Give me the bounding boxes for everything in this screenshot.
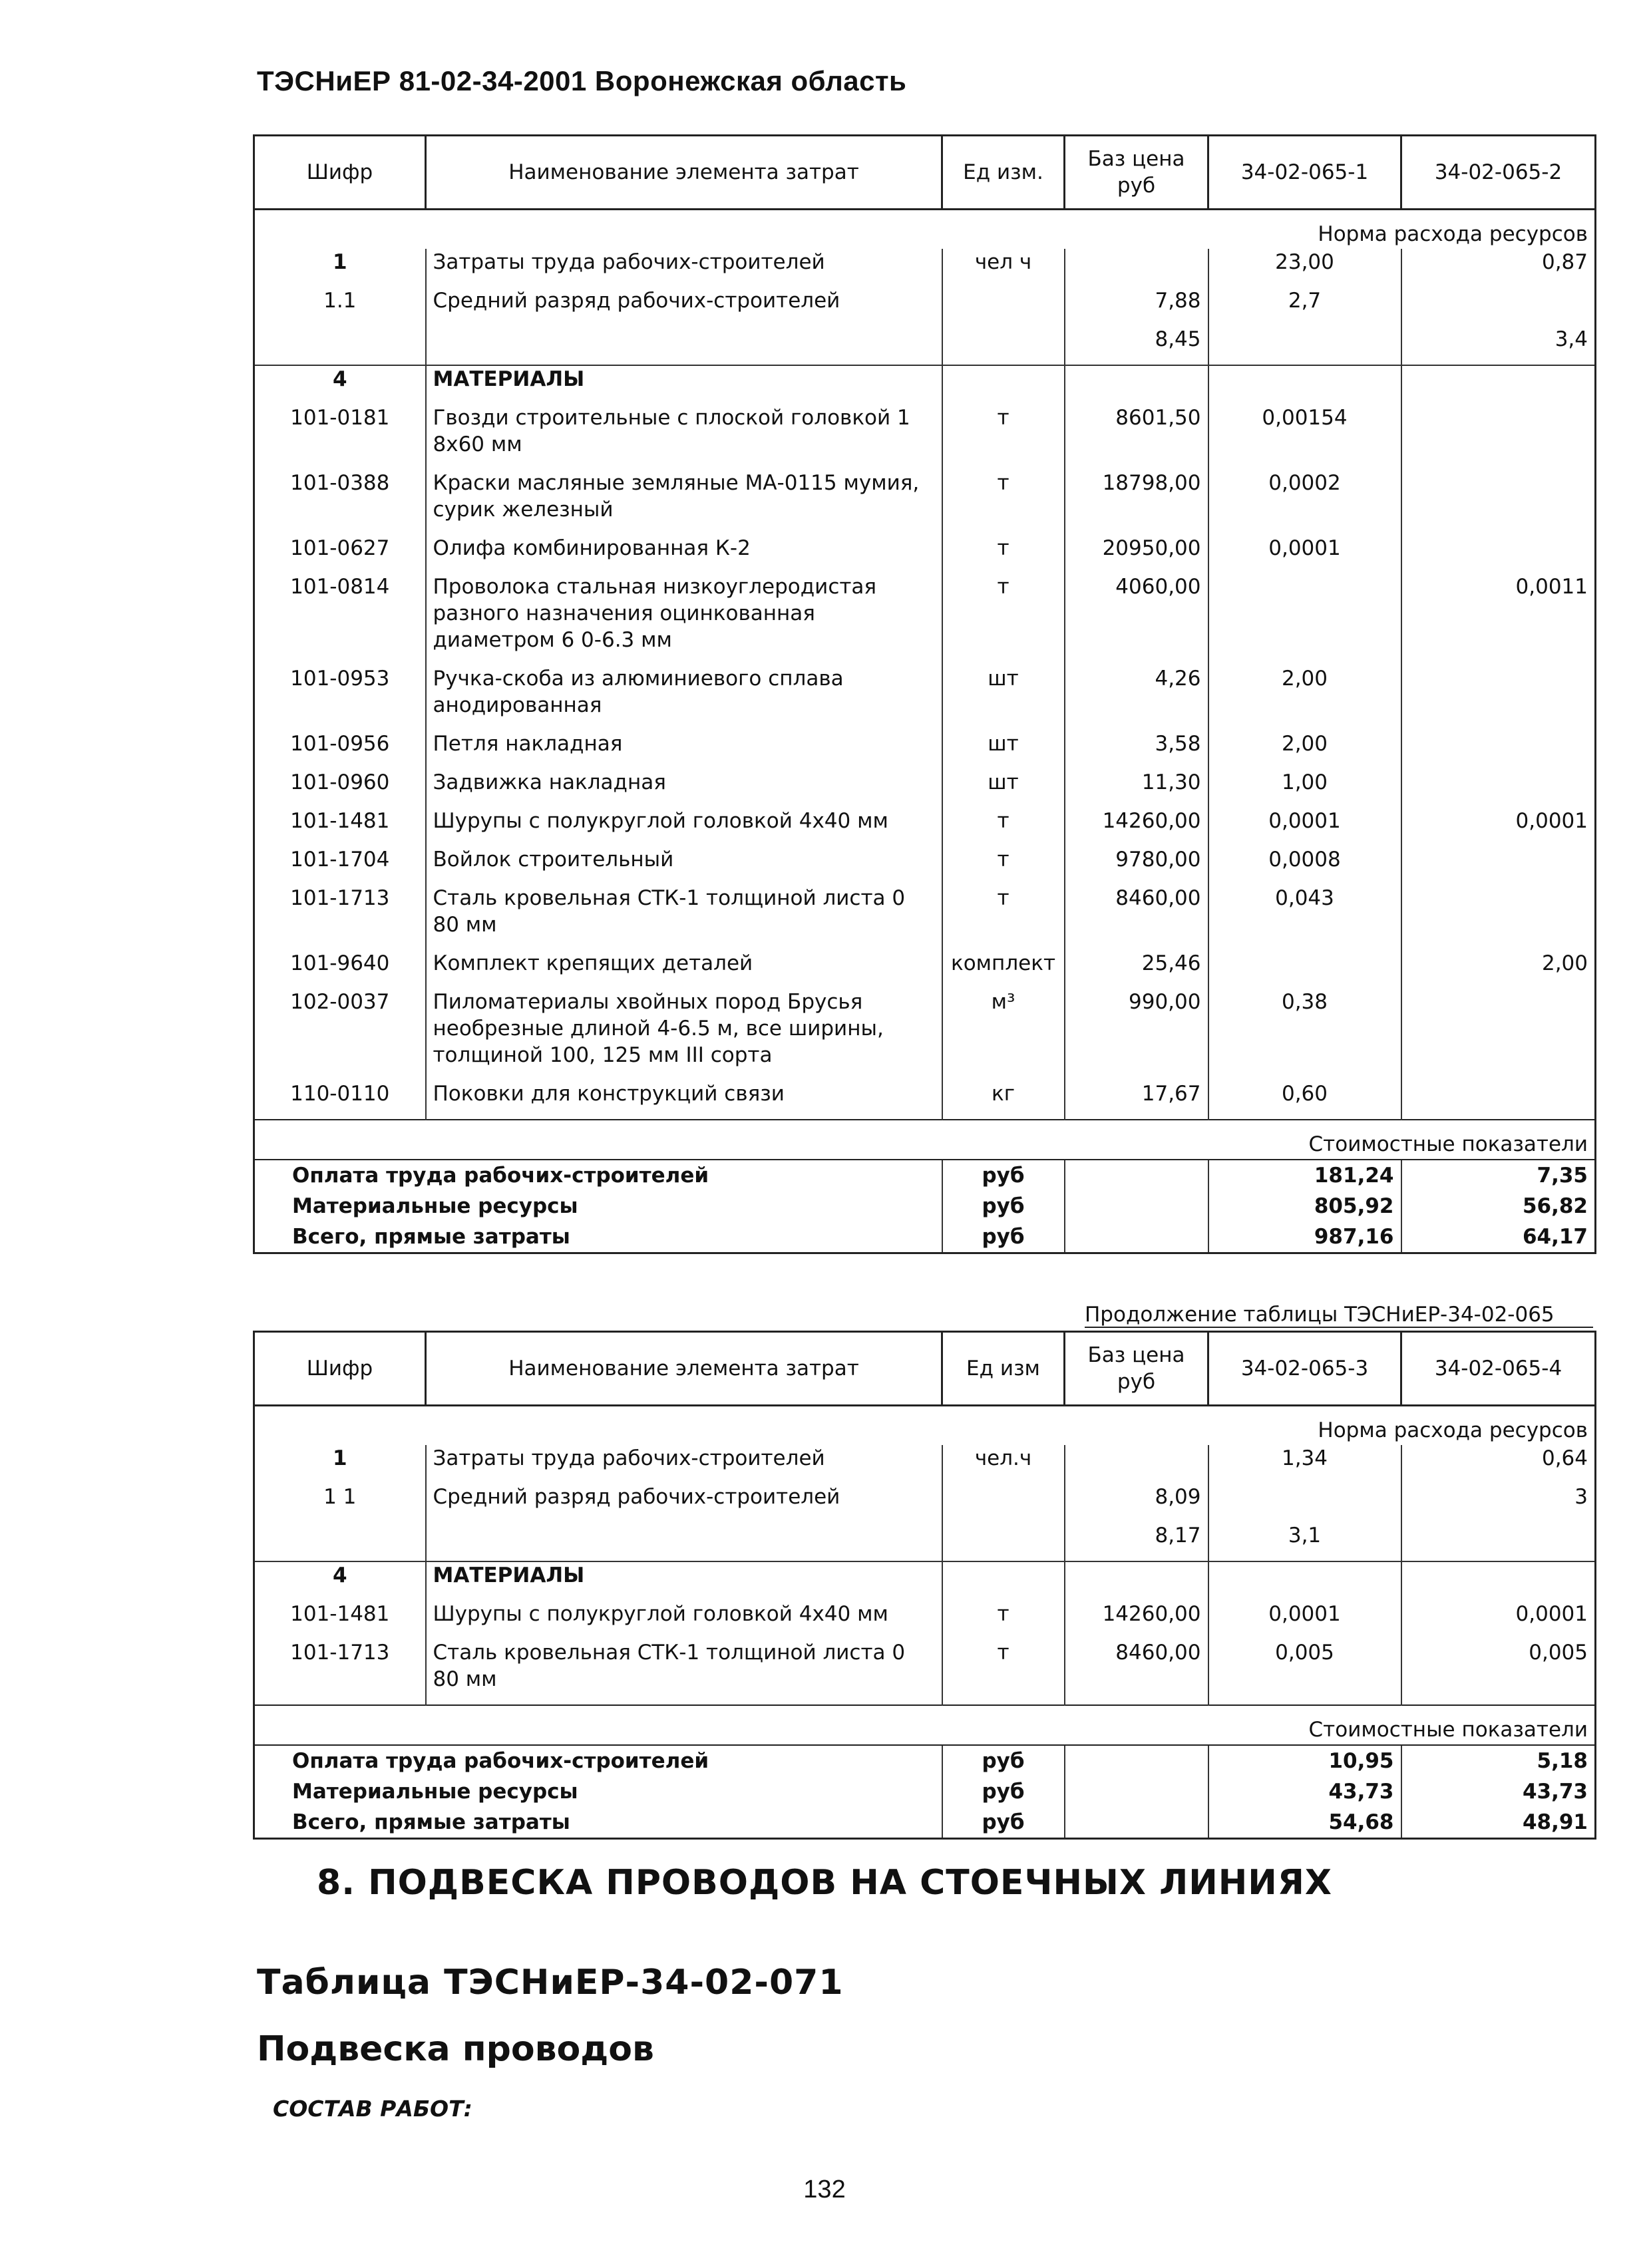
table-row (254, 730, 1596, 769)
row-code: 1.1 (254, 287, 426, 326)
total-price-empty (1065, 1745, 1208, 1776)
row-base-price (1065, 365, 1208, 405)
total-value-2: 7,35 (1401, 1160, 1596, 1191)
row-base-price (1065, 1561, 1208, 1601)
row-norm-value-1 (1208, 326, 1401, 365)
table-row (254, 1561, 1596, 1601)
total-price-empty (1065, 1160, 1208, 1191)
row-name: Войлок строительный (426, 846, 942, 885)
table-row (254, 808, 1596, 846)
table-row (254, 1445, 1596, 1484)
table-row (254, 249, 1596, 287)
row-norm-value-2 (1401, 1561, 1596, 1601)
table-row (254, 950, 1596, 989)
total-row (254, 1776, 1596, 1807)
table-row (254, 1639, 1596, 1705)
row-base-price (1065, 1445, 1208, 1484)
total-row (254, 1160, 1596, 1191)
row-code: 4 (254, 365, 426, 405)
column-header-norm-1: 34-02-065-1 (1208, 136, 1401, 210)
row-unit (942, 365, 1065, 405)
row-norm-value-2 (1401, 1522, 1596, 1561)
row-base-price: 9780,00 (1065, 846, 1208, 885)
row-base-price: 8,45 (1065, 326, 1208, 365)
total-value-2: 5,18 (1401, 1745, 1596, 1776)
table1-body (254, 249, 1596, 1120)
row-norm-value-1: 0,0001 (1208, 1601, 1401, 1639)
row-base-price: 8601,50 (1065, 405, 1208, 470)
row-name: МАТЕРИАЛЫ (426, 1561, 942, 1601)
row-code: 101-0181 (254, 405, 426, 470)
row-name: Средний разряд рабочих-строителей (426, 287, 942, 326)
row-base-price: 3,58 (1065, 730, 1208, 769)
row-unit: т (942, 573, 1065, 665)
column-header-norm-3: 34-02-065-3 (1208, 1332, 1401, 1406)
row-unit (942, 1561, 1065, 1601)
column-header-name: Наименование элемента затрат (426, 1332, 942, 1406)
total-value-2: 43,73 (1401, 1776, 1596, 1807)
row-code: 101-1713 (254, 885, 426, 950)
table-row (254, 665, 1596, 730)
next-table-title: Таблица ТЭСНиЕР-34-02-071 (257, 1963, 844, 2003)
row-unit (942, 287, 1065, 326)
row-name: Средний разряд рабочих-строителей (426, 1484, 942, 1522)
cost-section-label: Стоимостные показатели (254, 1120, 1596, 1160)
row-base-price: 20950,00 (1065, 535, 1208, 573)
table-row (254, 769, 1596, 808)
row-unit: комплект (942, 950, 1065, 989)
total-value-1: 805,92 (1208, 1191, 1401, 1221)
table-row (254, 365, 1596, 405)
row-norm-value-1 (1208, 573, 1401, 665)
table-row (254, 1484, 1596, 1522)
total-label: Всего, прямые затраты (254, 1221, 942, 1253)
row-base-price: 25,46 (1065, 950, 1208, 989)
row-code: 101-0627 (254, 535, 426, 573)
row-name: МАТЕРИАЛЫ (426, 365, 942, 405)
row-code (254, 326, 426, 365)
row-base-price (1065, 249, 1208, 287)
page-header: ТЭСНиЕР 81-02-34-2001 Воронежская область (257, 65, 907, 96)
table-header-row (254, 136, 1596, 210)
total-row (254, 1191, 1596, 1221)
row-unit: чел.ч (942, 1445, 1065, 1484)
total-value-1: 54,68 (1208, 1807, 1401, 1839)
row-unit: т (942, 885, 1065, 950)
row-norm-value-1: 3,1 (1208, 1522, 1401, 1561)
row-norm-value-1: 0,60 (1208, 1080, 1401, 1120)
row-code: 102-0037 (254, 989, 426, 1080)
row-norm-value-2: 3 (1401, 1484, 1596, 1522)
row-norm-value-1 (1208, 365, 1401, 405)
row-norm-value-2 (1401, 1080, 1596, 1120)
table2-totals (254, 1745, 1596, 1839)
row-name: Сталь кровельная СТК-1 толщиной листа 0 80 мм (426, 885, 942, 950)
row-name: Ручка-скоба из алюминиевого сплава анодированная (426, 665, 942, 730)
row-code: 101-1481 (254, 808, 426, 846)
table-row (254, 326, 1596, 365)
table1-totals (254, 1160, 1596, 1253)
table-row (254, 1080, 1596, 1120)
row-base-price: 11,30 (1065, 769, 1208, 808)
total-label: Всего, прямые затраты (254, 1807, 942, 1839)
total-label: Материальные ресурсы (254, 1776, 942, 1807)
row-unit (942, 326, 1065, 365)
row-base-price: 17,67 (1065, 1080, 1208, 1120)
row-base-price: 14260,00 (1065, 808, 1208, 846)
row-norm-value-1: 1,34 (1208, 1445, 1401, 1484)
row-base-price: 8460,00 (1065, 1639, 1208, 1705)
table-row (254, 287, 1596, 326)
row-norm-value-1: 2,00 (1208, 730, 1401, 769)
row-name: Гвозди строительные с плоской головкой 1 8х60 мм (426, 405, 942, 470)
total-value-1: 10,95 (1208, 1745, 1401, 1776)
total-unit: руб (942, 1745, 1065, 1776)
row-name: Пиломатериалы хвойных пород Брусья необрезные длиной 4-6.5 м, все ширины, толщиной 100, 125 мм III сорта (426, 989, 942, 1080)
row-name: Сталь кровельная СТК-1 толщиной листа 0 80 мм (426, 1639, 942, 1705)
row-code: 101-9640 (254, 950, 426, 989)
row-unit: м³ (942, 989, 1065, 1080)
table-row (254, 470, 1596, 535)
row-norm-value-2 (1401, 769, 1596, 808)
row-norm-value-1: 0,0001 (1208, 808, 1401, 846)
table-header-row (254, 1332, 1596, 1406)
resource-table-065-1-2 (253, 134, 1596, 1254)
row-base-price: 4060,00 (1065, 573, 1208, 665)
column-header-price: Баз цена руб (1065, 1332, 1208, 1406)
row-norm-value-1: 0,0008 (1208, 846, 1401, 885)
column-header-norm-2: 34-02-065-2 (1401, 136, 1596, 210)
table-continuation-label: Продолжение таблицы ТЭСНиЕР-34-02-065 (1085, 1303, 1593, 1328)
row-norm-value-2 (1401, 535, 1596, 573)
column-header-name: Наименование элемента затрат (426, 136, 942, 210)
column-header-unit: Ед изм (942, 1332, 1065, 1406)
total-label: Материальные ресурсы (254, 1191, 942, 1221)
total-label: Оплата труда рабочих-строителей (254, 1745, 942, 1776)
row-unit: т (942, 405, 1065, 470)
work-composition-label: СОСТАВ РАБОТ: (273, 2096, 472, 2122)
row-norm-value-1: 0,38 (1208, 989, 1401, 1080)
row-norm-value-2: 0,0001 (1401, 808, 1596, 846)
row-unit: шт (942, 665, 1065, 730)
row-norm-value-1: 0,005 (1208, 1639, 1401, 1705)
total-unit: руб (942, 1776, 1065, 1807)
row-norm-value-1: 0,0001 (1208, 535, 1401, 573)
row-unit (942, 1522, 1065, 1561)
row-base-price: 14260,00 (1065, 1601, 1208, 1639)
table-row (254, 1601, 1596, 1639)
cost-section-label: Стоимостные показатели (254, 1705, 1596, 1745)
row-norm-value-1: 2,7 (1208, 287, 1401, 326)
total-price-empty (1065, 1191, 1208, 1221)
section-title: 8. ПОДВЕСКА ПРОВОДОВ НА СТОЕЧНЫХ ЛИНИЯХ (317, 1863, 1332, 1903)
row-name: Задвижка накладная (426, 769, 942, 808)
row-unit: т (942, 808, 1065, 846)
row-norm-value-1: 0,00154 (1208, 405, 1401, 470)
total-unit: руб (942, 1160, 1065, 1191)
row-code (254, 1522, 426, 1561)
row-code: 101-1704 (254, 846, 426, 885)
row-name: Затраты труда рабочих-строителей (426, 249, 942, 287)
column-header-code: Шифр (254, 136, 426, 210)
total-value-2: 48,91 (1401, 1807, 1596, 1839)
row-name: Краски масляные земляные МА-0115 мумия, сурик железный (426, 470, 942, 535)
row-name (426, 1522, 942, 1561)
total-value-2: 64,17 (1401, 1221, 1596, 1253)
row-code: 101-0814 (254, 573, 426, 665)
column-header-unit: Ед изм. (942, 136, 1065, 210)
table2-body (254, 1445, 1596, 1705)
total-price-empty (1065, 1807, 1208, 1839)
row-unit: чел ч (942, 249, 1065, 287)
row-unit: шт (942, 769, 1065, 808)
row-norm-value-1: 23,00 (1208, 249, 1401, 287)
row-unit: т (942, 1639, 1065, 1705)
row-norm-value-2 (1401, 989, 1596, 1080)
row-norm-value-1: 0,043 (1208, 885, 1401, 950)
row-norm-value-1 (1208, 1561, 1401, 1601)
row-unit: шт (942, 730, 1065, 769)
norm-section-label: Норма расхода ресурсов (254, 210, 1596, 249)
row-code: 110-0110 (254, 1080, 426, 1120)
row-code: 101-0388 (254, 470, 426, 535)
total-value-1: 43,73 (1208, 1776, 1401, 1807)
row-code: 101-0960 (254, 769, 426, 808)
row-name (426, 326, 942, 365)
row-base-price: 18798,00 (1065, 470, 1208, 535)
row-norm-value-2: 0,005 (1401, 1639, 1596, 1705)
row-unit: кг (942, 1080, 1065, 1120)
row-norm-value-2: 0,0011 (1401, 573, 1596, 665)
row-unit: т (942, 1601, 1065, 1639)
row-name: Проволока стальная низкоуглеродистая разного назначения оцинкованная диаметром 6 0-6.3 мм (426, 573, 942, 665)
next-table-subtitle: Подвеска проводов (257, 2029, 654, 2069)
total-value-1: 181,24 (1208, 1160, 1401, 1191)
row-norm-value-2 (1401, 846, 1596, 885)
total-row (254, 1221, 1596, 1253)
total-unit: руб (942, 1221, 1065, 1253)
row-norm-value-2 (1401, 665, 1596, 730)
row-base-price: 990,00 (1065, 989, 1208, 1080)
column-header-norm-4: 34-02-065-4 (1401, 1332, 1596, 1406)
total-price-empty (1065, 1776, 1208, 1807)
row-base-price: 8,09 (1065, 1484, 1208, 1522)
row-norm-value-1 (1208, 1484, 1401, 1522)
row-unit: т (942, 846, 1065, 885)
total-price-empty (1065, 1221, 1208, 1253)
row-norm-value-1 (1208, 950, 1401, 989)
row-norm-value-2 (1401, 470, 1596, 535)
total-label: Оплата труда рабочих-строителей (254, 1160, 942, 1191)
row-norm-value-1: 0,0002 (1208, 470, 1401, 535)
row-code: 101-1713 (254, 1639, 426, 1705)
row-norm-value-2 (1401, 365, 1596, 405)
row-norm-value-2: 0,0001 (1401, 1601, 1596, 1639)
row-name: Поковки для конструкций связи (426, 1080, 942, 1120)
row-unit: т (942, 535, 1065, 573)
row-name: Петля накладная (426, 730, 942, 769)
resource-table-065-3-4 (253, 1331, 1596, 1840)
row-norm-value-2: 0,87 (1401, 249, 1596, 287)
total-value-1: 987,16 (1208, 1221, 1401, 1253)
total-unit: руб (942, 1807, 1065, 1839)
row-norm-value-2 (1401, 885, 1596, 950)
row-norm-value-2: 0,64 (1401, 1445, 1596, 1484)
row-name: Олифа комбинированная К-2 (426, 535, 942, 573)
table-row (254, 989, 1596, 1080)
table-row (254, 846, 1596, 885)
row-norm-value-2 (1401, 405, 1596, 470)
row-base-price: 8,17 (1065, 1522, 1208, 1561)
row-code: 1 1 (254, 1484, 426, 1522)
page-number: 132 (803, 2176, 846, 2203)
row-base-price: 7,88 (1065, 287, 1208, 326)
table-row (254, 1522, 1596, 1561)
row-norm-value-2: 3,4 (1401, 326, 1596, 365)
row-name: Затраты труда рабочих-строителей (426, 1445, 942, 1484)
row-code: 4 (254, 1561, 426, 1601)
row-base-price: 8460,00 (1065, 885, 1208, 950)
total-row (254, 1807, 1596, 1839)
table-row (254, 535, 1596, 573)
row-code: 101-0956 (254, 730, 426, 769)
row-name: Шурупы с полукруглой головкой 4х40 мм (426, 1601, 942, 1639)
table-row (254, 573, 1596, 665)
row-unit (942, 1484, 1065, 1522)
row-norm-value-2 (1401, 730, 1596, 769)
column-header-price: Баз цена руб (1065, 136, 1208, 210)
row-code: 101-0953 (254, 665, 426, 730)
row-norm-value-2 (1401, 287, 1596, 326)
row-unit: т (942, 470, 1065, 535)
row-code: 101-1481 (254, 1601, 426, 1639)
row-norm-value-1: 1,00 (1208, 769, 1401, 808)
column-header-code: Шифр (254, 1332, 426, 1406)
norm-section-label: Норма расхода ресурсов (254, 1406, 1596, 1446)
row-code: 1 (254, 249, 426, 287)
row-name: Комплект крепящих деталей (426, 950, 942, 989)
total-unit: руб (942, 1191, 1065, 1221)
table-row (254, 885, 1596, 950)
row-norm-value-1: 2,00 (1208, 665, 1401, 730)
table-row (254, 405, 1596, 470)
total-row (254, 1745, 1596, 1776)
row-code: 1 (254, 1445, 426, 1484)
row-name: Шурупы с полукруглой головкой 4х40 мм (426, 808, 942, 846)
total-value-2: 56,82 (1401, 1191, 1596, 1221)
row-base-price: 4,26 (1065, 665, 1208, 730)
row-norm-value-2: 2,00 (1401, 950, 1596, 989)
